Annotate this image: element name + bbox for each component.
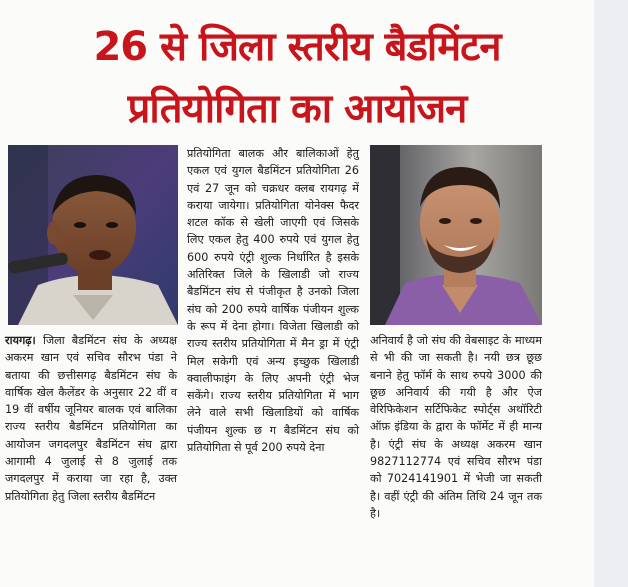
article-column-2 [187, 145, 359, 585]
article-column-3 [370, 332, 542, 582]
photo-right-person [370, 145, 542, 325]
column-2-text: प्रतियोगिता बालक और बालिकाओं हेतु एकल एवं युगल बैडमिंटन प्रतियोगिता 26 एवं 27 जून को चक्रधर क्लब रायगढ़ में कराया जायेगा। प्रतियोगिता योनेक्स फैदर शटल कॉक से खेली जाएगी एवं जिसके लिए एकल हेतु 400 रुपये एवं युगल हेतु 600 रुपये एंट्री शुल्क निर्धारित है इसके अतिरिक्त जिले के खिलाडी जो राज्य बैडमिंटन संघ से पंजीकृत है उनको जिला संघ को 200 रुपये वार्षिक पंजीयन शुल्क के रूप में देना होगा। विजेता खिलाडी को राज्य स्तरीय प्रतियोगिता में मैन ड्रा में एंट्री मिल सकेगी एवं अन्य इच्छुक खिलाडी क्वालीफाइंग के लिए अपनी एंट्री भेज सकेंगे। राज्य स्तरीय प्रतियोगिता में भाग लेने वाले सभी खिलाडियों को वार्षिक पंजीयन शुल्क छ ग बैडमिंटन संघ को प्रतियोगिता से पूर्व 200 रुपये देना [187, 147, 359, 455]
headline-line-2: प्रतियोगिता का आयोजन [127, 86, 467, 132]
photo-left-person [8, 145, 178, 325]
background-strip [594, 0, 628, 587]
column-1-text: जिला बैडमिंटन संघ के अध्यक्ष अकरम खान एवं सचिव सौरभ पंडा ने बताया की छत्तीसगढ़ बैडमिंटन संघ के वार्षिक खेल कैलेंडर के अनुसार 22 वीं व 19 वीं वर्षीय जूनियर बालक एवं बालिका राज्य स्तरीय बैडमिंटन प्रतियोगिता का आयोजन जगदलपुर बैडमिंटन संघ द्वारा आगामी 4 जुलाई से 8 जुलाई तक जगदलपुर में कराया जा रहा है, उक्त प्रतियोगिता हेतु जिला स्तरीय बैडमिंटन [5, 334, 177, 503]
column-3-text: अनिवार्य है जो संघ की वेबसाइट के माध्यम से भी की जा सकती है। नयी छत्र छूछ बनाने हेतु फॉर्म के साथ रुपये 3000 की छूछ अनिवार्य की गयी है और ऐज वेरिफिकेशन सर्टिफिकेट स्पोर्ट्स अथॉरिटी ऑफ़ इंडिया के द्वारा के फॉर्मेट में ही मान्य है। एंट्री संघ के अध्यक्ष अकरम खान 9827112774 एवं सचिव सौरभ पंडा को 7024141901 में भेजी जा सकती है। वहीं एंट्री की अंतिम तिथि 24 जून तक है। [370, 334, 542, 520]
article-column-1 [5, 332, 177, 582]
photo-left-image [8, 145, 178, 325]
dateline: रायगढ़। [5, 334, 36, 347]
photo-right-image [370, 145, 542, 325]
headline-line-1: 26 से जिला स्तरीय बैडमिंटन [93, 24, 501, 70]
